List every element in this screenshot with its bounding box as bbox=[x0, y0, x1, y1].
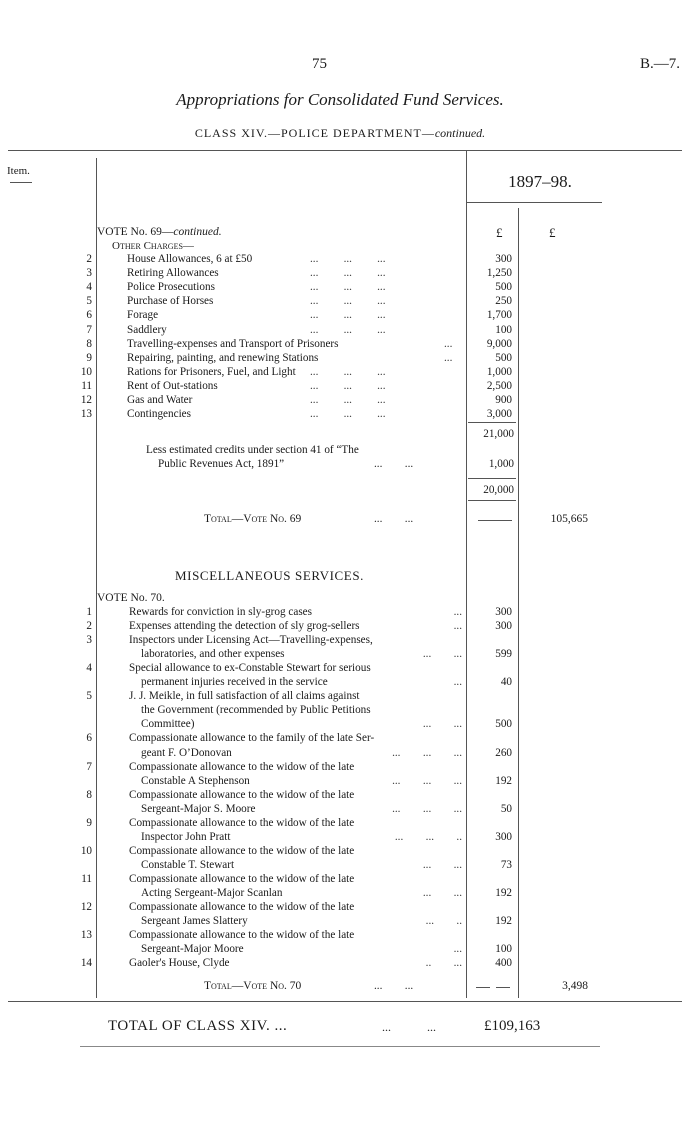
leader-dots: ... bbox=[453, 606, 462, 618]
item-amount: 192 bbox=[495, 887, 512, 899]
leader-dots: ... ... ... bbox=[310, 281, 386, 294]
leader-dots: ... .. bbox=[425, 915, 462, 928]
leader-dots: ... ... bbox=[422, 648, 462, 661]
item-number: 10 bbox=[80, 365, 92, 378]
item-number: 3 bbox=[86, 634, 92, 647]
leader-dots: ... ... ... bbox=[310, 295, 386, 308]
grand-total-label: TOTAL OF CLASS XIV. ... bbox=[108, 1018, 288, 1034]
table-row bbox=[0, 267, 700, 280]
leader-dots: ... ... bbox=[422, 887, 462, 899]
vote-70-total-dots: ... ... bbox=[374, 980, 414, 992]
item-number: 1 bbox=[86, 606, 92, 618]
leader-dots: ... ... bbox=[422, 858, 462, 871]
table-row bbox=[0, 817, 700, 830]
table-row bbox=[0, 873, 700, 886]
item-text: Compassionate allowance to the widow of the late bbox=[129, 872, 355, 885]
vote-69-heading bbox=[97, 226, 222, 238]
currency-symbol-2: £ bbox=[549, 225, 556, 240]
item-text: Compassionate allowance to the family of the late Ser- bbox=[129, 732, 375, 745]
page-number: 75 bbox=[312, 56, 327, 72]
leader-dots: ... bbox=[453, 620, 462, 633]
table-row bbox=[0, 408, 700, 421]
item-amount: 1,700 bbox=[486, 309, 512, 322]
item-text: Sergeant James Slattery bbox=[141, 915, 248, 928]
item-text: Sergeant-Major S. Moore bbox=[141, 802, 256, 815]
table-row bbox=[0, 648, 700, 661]
vote-69-heading-continued: continued. bbox=[173, 226, 222, 238]
table-row bbox=[0, 606, 700, 619]
leader-dots: ... ... ... bbox=[310, 408, 386, 421]
item-amount: 100 bbox=[495, 943, 512, 956]
leader-dots: ... ... ... bbox=[310, 309, 386, 322]
table-row bbox=[0, 747, 700, 760]
table-row bbox=[0, 366, 700, 379]
item-text: Special allowance to ex-Constable Stewart for serious bbox=[129, 662, 371, 675]
table-row bbox=[0, 887, 700, 900]
vote-69-subtotal: 21,000 bbox=[483, 428, 514, 440]
leader-dots: ... bbox=[453, 943, 462, 956]
table-row bbox=[0, 338, 700, 351]
item-amount: 400 bbox=[495, 957, 512, 970]
item-amount: 192 bbox=[495, 915, 512, 928]
table-row bbox=[0, 929, 700, 942]
item-number: 9 bbox=[86, 351, 92, 364]
item-number: 8 bbox=[86, 788, 92, 801]
item-label: Forage bbox=[127, 309, 159, 322]
item-text: Committee) bbox=[141, 718, 195, 731]
item-text: Compassionate allowance to the widow of the late bbox=[129, 788, 355, 801]
item-label: Rations for Prisoners, Fuel, and Light bbox=[127, 365, 296, 378]
item-amount: 599 bbox=[495, 648, 512, 661]
item-text: geant F. O’Donovan bbox=[141, 746, 232, 759]
vote-70-total-amount: 3,498 bbox=[562, 980, 588, 992]
table-row bbox=[0, 620, 700, 633]
leader-dots: ... ... ... bbox=[310, 323, 386, 336]
item-text: Rewards for conviction in sly-grog cases bbox=[129, 606, 312, 618]
item-label: Police Prosecutions bbox=[127, 281, 215, 294]
net-rule-bottom bbox=[468, 500, 516, 501]
item-number: 2 bbox=[86, 620, 92, 633]
net-rule-top bbox=[468, 478, 516, 479]
table-row bbox=[0, 704, 700, 717]
item-number: 6 bbox=[86, 309, 92, 322]
subtitle-continued: continued. bbox=[434, 126, 486, 140]
leader-dots: ... ... ... bbox=[310, 253, 386, 265]
item-number: 11 bbox=[81, 872, 92, 885]
credits-line-2: Public Revenues Act, 1891” bbox=[158, 458, 285, 470]
item-amount: 2,500 bbox=[486, 379, 512, 392]
vote-70-heading: VOTE No. 70. bbox=[97, 592, 165, 604]
year-header-rule bbox=[466, 202, 602, 203]
item-text: Compassionate allowance to the widow of the late bbox=[129, 816, 355, 829]
item-text: laboratories, and other expenses bbox=[141, 648, 285, 661]
year-column-header: 1897–98. bbox=[508, 172, 572, 191]
table-row bbox=[0, 662, 700, 675]
grand-total-rule-top bbox=[8, 1001, 682, 1002]
item-number: 11 bbox=[81, 379, 92, 392]
other-charges-heading: Other Charges— bbox=[112, 240, 194, 252]
item-number: 12 bbox=[80, 394, 92, 406]
item-text: Compassionate allowance to the widow of the late bbox=[129, 929, 355, 942]
item-number: 5 bbox=[86, 690, 92, 703]
table-row bbox=[0, 281, 700, 294]
vote-70-total-dash-2 bbox=[496, 987, 510, 988]
item-number: 13 bbox=[80, 408, 92, 421]
item-label: Rent of Out-stations bbox=[127, 379, 218, 392]
table-row bbox=[0, 352, 700, 365]
table-row bbox=[0, 859, 700, 872]
vote-69-total-amount: 105,665 bbox=[550, 513, 588, 525]
item-amount: 100 bbox=[495, 323, 512, 336]
item-text: Inspector John Pratt bbox=[141, 830, 231, 843]
item-text: Gaoler's House, Clyde bbox=[129, 957, 230, 970]
item-amount: 3,000 bbox=[486, 408, 512, 421]
subtotal-rule-top bbox=[468, 422, 516, 423]
table-row bbox=[0, 831, 700, 844]
table-row bbox=[0, 761, 700, 774]
item-number: 8 bbox=[86, 337, 92, 350]
vote-70-total-label: Total—Vote No. 70 bbox=[204, 980, 302, 992]
item-number: 6 bbox=[86, 732, 92, 745]
leader-dots: ... ... ... bbox=[392, 746, 462, 759]
credits-line-1: Less estimated credits under section 41 of “The bbox=[146, 444, 359, 456]
item-number: 7 bbox=[86, 760, 92, 773]
item-header-underline bbox=[10, 182, 32, 183]
table-row bbox=[0, 775, 700, 788]
item-amount: 40 bbox=[500, 676, 512, 689]
subtitle-main: CLASS XIV.—POLICE DEPARTMENT— bbox=[194, 126, 435, 140]
table-row bbox=[0, 718, 700, 731]
item-text: the Government (recommended by Public Petitions bbox=[141, 704, 371, 717]
item-text: Sergeant-Major Moore bbox=[141, 943, 244, 956]
item-text: Expenses attending the detection of sly grog-sellers bbox=[129, 620, 360, 633]
leader-dots: ... bbox=[444, 337, 453, 350]
item-label: Travelling-expenses and Transport of Prisoners bbox=[127, 337, 339, 350]
table-row bbox=[0, 690, 700, 703]
item-text: Compassionate allowance to the widow of the late bbox=[129, 844, 355, 857]
item-number: 4 bbox=[86, 281, 92, 294]
table-row bbox=[0, 803, 700, 816]
item-label: Gas and Water bbox=[127, 394, 193, 406]
item-number: 2 bbox=[86, 253, 92, 265]
item-text: J. J. Meikle, in full satisfaction of all claims against bbox=[129, 690, 360, 703]
item-text: Constable T. Stewart bbox=[141, 858, 235, 871]
leader-dots: ... ... .. bbox=[394, 830, 462, 843]
item-amount: 50 bbox=[500, 802, 512, 815]
leader-dots: ... ... bbox=[422, 718, 462, 731]
document-reference: B.—7. bbox=[639, 56, 680, 72]
item-amount: 900 bbox=[495, 394, 512, 406]
item-label: House Allowances, 6 at £50 bbox=[127, 253, 253, 265]
item-text: Constable A Stephenson bbox=[141, 774, 250, 787]
item-amount: 300 bbox=[495, 830, 512, 843]
item-text: Inspectors under Licensing Act—Travelling-expenses, bbox=[129, 634, 373, 647]
item-number: 7 bbox=[86, 323, 92, 336]
table-row bbox=[0, 676, 700, 689]
table-row bbox=[0, 957, 700, 970]
item-text: Compassionate allowance to the widow of the late bbox=[129, 901, 355, 914]
item-amount: 500 bbox=[495, 351, 512, 364]
leader-dots: ... bbox=[453, 676, 462, 689]
item-amount: 300 bbox=[495, 253, 512, 265]
item-number: 10 bbox=[80, 844, 92, 857]
grand-total-rule-bottom bbox=[80, 1046, 600, 1047]
leader-dots: ... ... ... bbox=[310, 379, 386, 392]
table-row bbox=[0, 253, 700, 266]
item-label: Saddlery bbox=[127, 323, 167, 336]
vote-69-net: 20,000 bbox=[483, 484, 514, 496]
item-number: 14 bbox=[80, 957, 92, 970]
item-amount: 260 bbox=[495, 746, 512, 759]
item-label: Retiring Allowances bbox=[127, 267, 219, 280]
leader-dots: ... ... ... bbox=[310, 394, 386, 406]
currency-symbol-1: £ bbox=[496, 225, 503, 240]
table-row bbox=[0, 324, 700, 337]
vote-69-total-dots: ... ... bbox=[374, 513, 414, 525]
table-row bbox=[0, 634, 700, 647]
item-amount: 500 bbox=[495, 718, 512, 731]
item-amount: 1,250 bbox=[486, 267, 512, 280]
item-amount: 300 bbox=[495, 606, 512, 618]
table-row bbox=[0, 845, 700, 858]
table-row bbox=[0, 789, 700, 802]
vote-69-total-label: Total—Vote No. 69 bbox=[204, 513, 302, 525]
item-number: 4 bbox=[86, 662, 92, 675]
item-text: Compassionate allowance to the widow of the late bbox=[129, 760, 355, 773]
vote-70-total-dash-1 bbox=[476, 987, 490, 988]
table-row bbox=[0, 380, 700, 393]
item-column-header: Item. bbox=[7, 165, 30, 177]
item-amount: 1,000 bbox=[486, 365, 512, 378]
leader-dots: ... ... ... bbox=[310, 267, 386, 280]
grand-total-amount: £109,163 bbox=[484, 1018, 541, 1034]
item-label: Purchase of Horses bbox=[127, 295, 214, 308]
table-row bbox=[0, 915, 700, 928]
leader-dots: ... bbox=[444, 351, 453, 364]
page-title: Appropriations for Consolidated Fund Services. bbox=[176, 90, 504, 109]
item-amount: 9,000 bbox=[486, 337, 512, 350]
class-subtitle bbox=[0, 126, 680, 141]
table-top-rule bbox=[8, 150, 682, 151]
leader-dots: ... ... ... bbox=[392, 802, 462, 815]
table-row bbox=[0, 309, 700, 322]
item-number: 12 bbox=[80, 901, 92, 914]
item-number: 13 bbox=[80, 929, 92, 942]
item-amount: 73 bbox=[500, 858, 512, 871]
table-row bbox=[0, 295, 700, 308]
item-number: 5 bbox=[86, 295, 92, 308]
table-row bbox=[0, 901, 700, 914]
item-number: 9 bbox=[86, 816, 92, 829]
table-row bbox=[0, 943, 700, 956]
item-number: 3 bbox=[86, 267, 92, 280]
item-label: Contingencies bbox=[127, 408, 192, 421]
item-amount: 500 bbox=[495, 281, 512, 294]
item-amount: 192 bbox=[495, 774, 512, 787]
leader-dots: ... ... ... bbox=[392, 774, 462, 787]
item-label: Repairing, painting, and renewing Stations bbox=[127, 351, 319, 364]
leader-dots: ... ... ... bbox=[310, 365, 386, 378]
credits-dots: ... ... bbox=[374, 458, 414, 470]
item-text: Acting Sergeant-Major Scanlan bbox=[141, 887, 283, 899]
vote-69-heading-main: VOTE No. 69— bbox=[97, 226, 174, 238]
miscellaneous-heading: MISCELLANEOUS SERVICES. bbox=[175, 568, 364, 583]
table-row bbox=[0, 732, 700, 745]
item-amount: 250 bbox=[495, 295, 512, 308]
leader-dots: .. ... bbox=[425, 957, 462, 970]
credits-amount: 1,000 bbox=[488, 458, 514, 470]
grand-total-dots: ... ... bbox=[382, 1020, 436, 1034]
table-row bbox=[0, 394, 700, 407]
item-text: permanent injuries received in the service bbox=[141, 676, 328, 689]
vote-69-total-dash bbox=[478, 520, 512, 521]
item-amount: 300 bbox=[495, 620, 512, 633]
